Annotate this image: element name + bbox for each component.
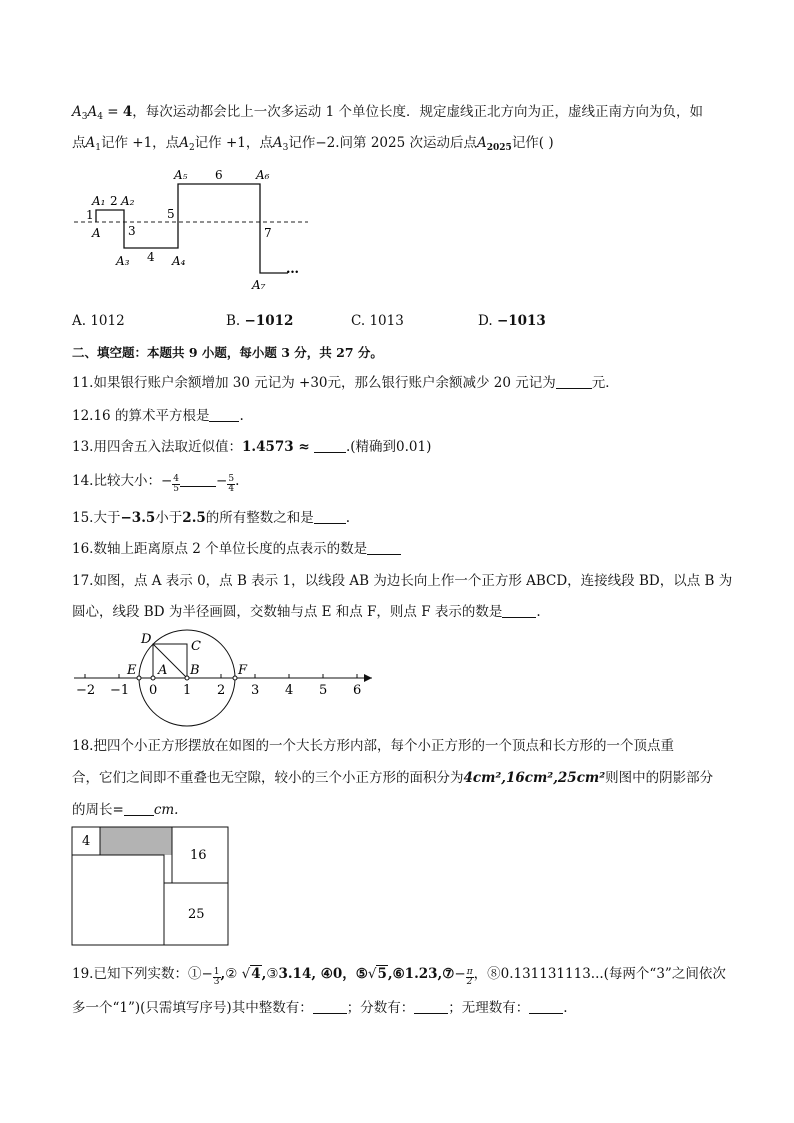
q10-label-A4: A₄ <box>172 254 186 268</box>
q18-line1: 18.把四个小正方形摆放在如图的一个大长方形内部，每个小正方形的一个顶点和长方形的一个顶点重 <box>72 738 674 754</box>
q16: 16.数轴上距离原点 2 个单位长度的点表示的数是 <box>72 539 401 559</box>
q14-frac-2: $\frac{5}{4}$ <box>228 474 235 494</box>
q18-label-25: 25 <box>188 907 205 922</box>
q17-tick-0: 0 <box>149 683 158 698</box>
q18-line2: 合，它们之间即不重叠也无空隙，较小的三个小正方形的面积分为4cm²,16cm²,25cm²则图中的阴影部分 <box>72 770 714 786</box>
q19-line1: 19.已知下列实数：①− $\frac{1}{3}$ ,② √4,③3.14, ④0，⑤√5,⑥1.23,⑦− $\frac{\pi}{2}$ ，⑧0.131131113...(每两个“3”之间依次 <box>72 966 726 987</box>
q10-label-ellipsis: … <box>286 262 299 277</box>
q10-option-a[interactable]: A. 1012 <box>72 313 125 329</box>
q19-sqrt5: √5 <box>367 966 387 982</box>
q17-tick-m1: −1 <box>110 683 130 698</box>
q10-option-c[interactable]: C. 1013 <box>351 313 404 329</box>
q10-option-b[interactable]: B. −1012 <box>226 313 294 329</box>
q19-line2: 多一个“1”)(只需填写序号)其中整数有： ；分数有： ；无理数有： . <box>72 1000 568 1016</box>
q17-tick-m2: −2 <box>76 683 96 698</box>
q17-point-E: E <box>127 663 137 678</box>
q19-blank-integers[interactable] <box>313 1001 347 1014</box>
q10-label-A: A <box>92 226 101 240</box>
q17-tick-2: 2 <box>217 683 226 698</box>
q17-tick-1: 1 <box>183 683 192 698</box>
q17-point-A: A <box>158 663 168 678</box>
q10-label-3: 3 <box>128 224 136 238</box>
q12: 12.16 的算术平方根是 . <box>72 408 244 424</box>
q10-label-1: 1 <box>86 208 94 222</box>
q14-frac-1: $\frac{4}{5}$ <box>173 474 180 494</box>
q10-option-d[interactable]: D. −1013 <box>478 313 546 329</box>
q10-line1: $A_3A_4 = 4$，每次运动都会比上一次多运动 1 个单位长度．规定虚线正北方向为正，虚线正南方向为负，如 <box>72 104 703 122</box>
q11-blank[interactable] <box>556 376 592 389</box>
q10-label-A7: A₇ <box>252 278 266 292</box>
q17-point-F: F <box>238 663 248 678</box>
q17-point-C: C <box>191 639 201 654</box>
q19-sqrt4: √4 <box>241 966 261 982</box>
q14-blank[interactable] <box>180 474 216 487</box>
q10-label-4: 4 <box>147 250 155 264</box>
q10-label-6: 6 <box>215 168 223 182</box>
q18-blank[interactable] <box>124 803 154 816</box>
q17-tick-4: 4 <box>285 683 294 698</box>
q17-tick-3: 3 <box>251 683 260 698</box>
q15: 15.大于−3.5小于2.5的所有整数之和是 . <box>72 510 351 526</box>
q19-frac: $\frac{1}{3}$ <box>213 967 220 987</box>
q18-label-4: 4 <box>82 834 91 849</box>
q14: 14.比较大小：− $\frac{4}{5}$ − $\frac{5}{4}$ . <box>72 473 240 494</box>
q19-pi-frac: $\frac{\pi}{2}$ <box>466 967 473 987</box>
q10-figure <box>70 165 320 295</box>
q13-blank[interactable] <box>314 440 346 453</box>
q10-label-A5: A₅ <box>174 168 188 182</box>
q19-blank-fractions[interactable] <box>414 1001 448 1014</box>
q10-line1-text: ，每次运动都会比上一次多运动 1 个单位长度．规定虚线正北方向为正，虚线正南方向为负，如 <box>132 104 703 120</box>
q17-tick-5: 5 <box>319 683 328 698</box>
q10-label-A6: A₆ <box>256 168 270 182</box>
q11: 11.如果银行账户余额增加 30 元记为 +30元，那么银行账户余额减少 20 元记为 元． <box>72 375 619 391</box>
q18-label-16: 16 <box>190 848 207 863</box>
q17-tick-6: 6 <box>353 683 362 698</box>
q16-blank[interactable] <box>367 542 401 555</box>
q17-figure <box>66 628 386 732</box>
q18-line3: 的周长= cm. <box>72 802 179 818</box>
q10-label-2: 2 <box>110 194 118 208</box>
q17-point-B: B <box>190 663 200 678</box>
q13: 13.用四舍五入法取近似值：1.4573 ≈ .(精确到0.01) <box>72 439 432 455</box>
q10-line2: 点$A_1$记作 +1，点$A_2$记作 +1，点$A_3$记作−2.问第 2025 次运动后点$A_{2025}$记作( ) <box>72 135 554 153</box>
q12-blank[interactable] <box>209 409 239 422</box>
q17-blank[interactable] <box>502 605 536 618</box>
q17-line2: 圆心，线段 BD 为半径画圆，交数轴与点 E 和点 F，则点 F 表示的数是 . <box>72 604 541 620</box>
q15-blank[interactable] <box>314 511 346 524</box>
section-title: 二、填空题：本题共 9 小题，每小题 3 分，共 27 分。 <box>72 345 383 360</box>
q10-label-A2: A₂ <box>121 194 135 208</box>
q10-label-A1: A₁ <box>92 194 106 208</box>
q10-label-5: 5 <box>167 207 175 221</box>
q10-label-A3: A₃ <box>116 254 130 268</box>
q19-blank-irrationals[interactable] <box>529 1001 563 1014</box>
q17-line1: 17.如图，点 A 表示 0，点 B 表示 1，以线段 AB 为边长向上作一个正方形 ABCD，连接线段 BD，以点 B 为 <box>72 573 733 589</box>
q18-figure <box>71 826 231 948</box>
q10-label-7: 7 <box>264 226 272 240</box>
q17-point-D: D <box>141 632 152 647</box>
